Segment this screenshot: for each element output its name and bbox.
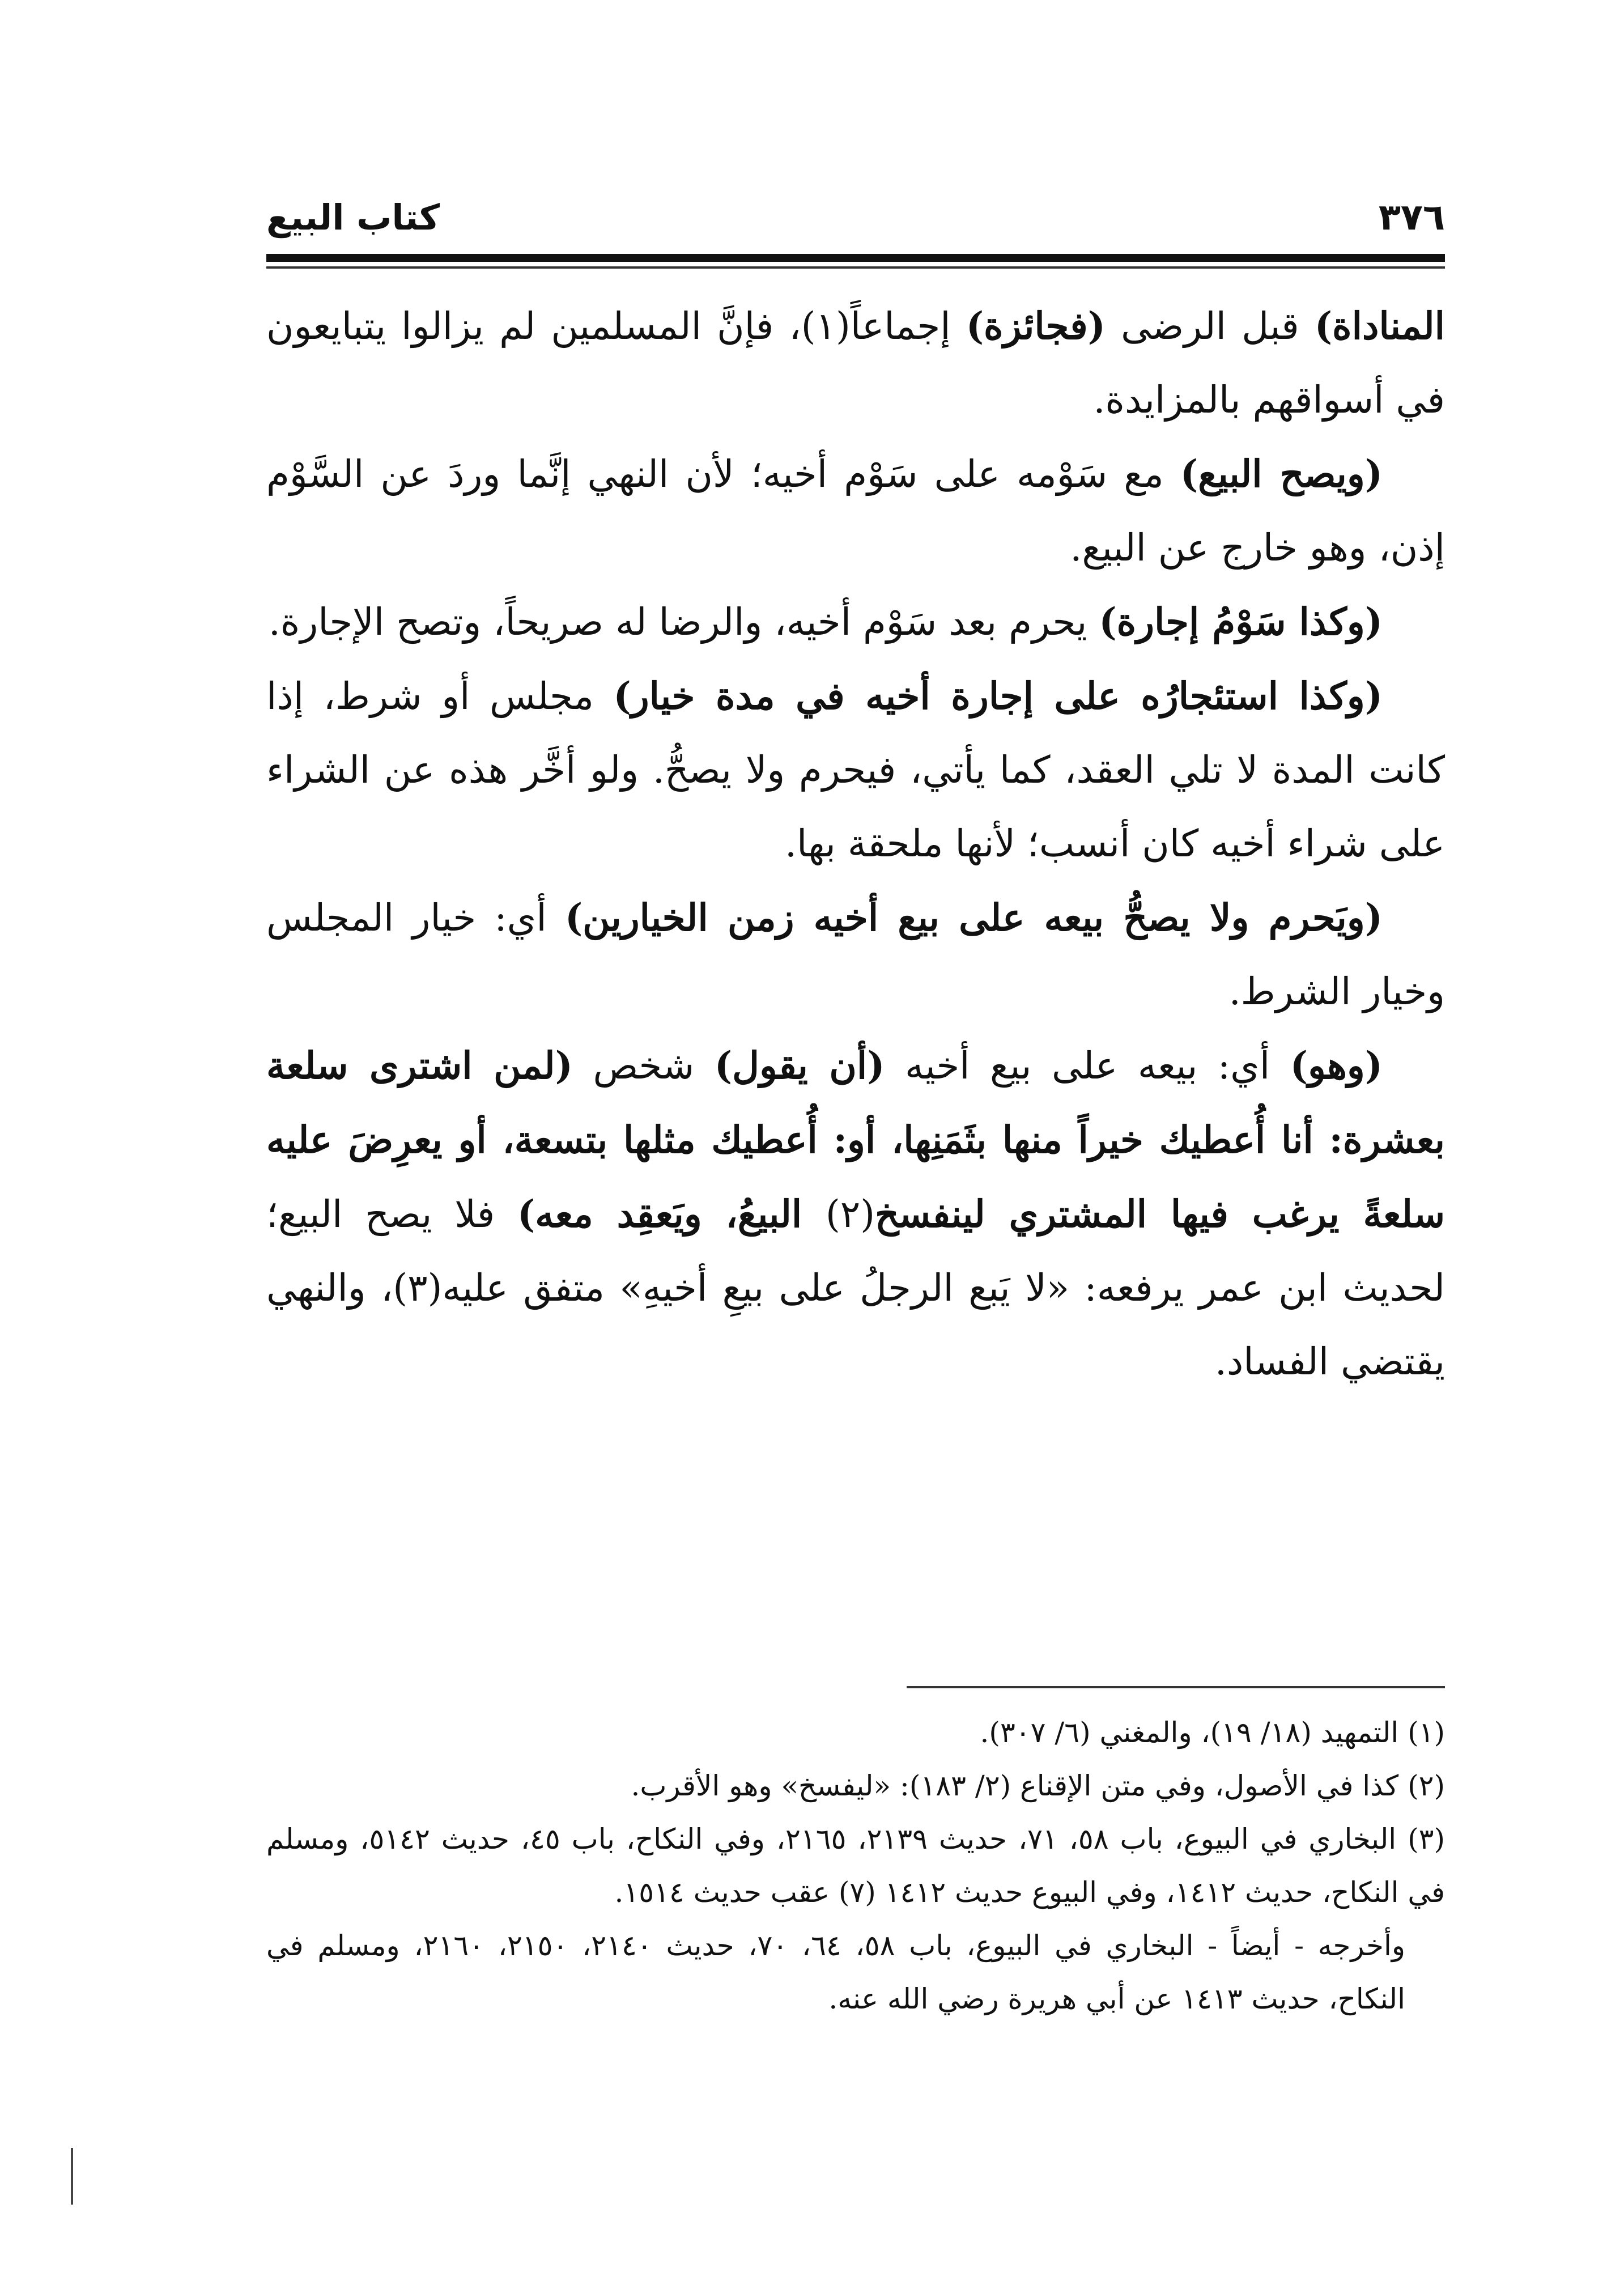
bold-term: (فجائزة): [966, 304, 1106, 348]
footnote-3-continued: وأخرجه - أيضاً - البخاري في البيوع، باب ٥٨، ٦٤، ٧٠، حديث ٢١٤٠، ٢١٥٠، ٢١٦٠، ومسلم في النكاح، حديث ١٤١٣ عن أبي هريرة رضي الله عنه.: [266, 1929, 1405, 2015]
paragraph-4: [266, 659, 1445, 881]
bold-term: (لمن اشترى سلعة بعشرة: أنا أُعطيك خيراً منها بثَمَنِها، أو: أُعطيك مثلها بتسعة، أو يعرِضَ عليه سلعةً يرغب فيها المشتري لينفسخ: [266, 1043, 1445, 1236]
bold-term: (وكذا استئجارُه على إجارة أخيه في مدة خيار): [613, 674, 1383, 718]
paragraph-3: [266, 585, 1445, 659]
paragraph-5: [266, 881, 1445, 1029]
text-run: قبل الرضى: [1105, 304, 1315, 348]
page-header: [266, 187, 1445, 249]
text-run: يحرم بعد سَوْم أخيه، والرضا له صريحاً، وتصح الإجارة.: [268, 600, 1099, 644]
header-rule-thick: [266, 254, 1445, 262]
footnote-3: (٣) البخاري في البيوع، باب ٥٨، ٧١، حديث ٢١٣٩، ٢١٦٥، وفي النكاح، باب ٤٥، حديث ٥١٤٢، ومسلم في النكاح، حديث ١٤١٢، وفي البيوع حديث ١٤١٢ (٧) عقب حديث ١٥١٤.: [266, 1823, 1446, 1909]
text-run: إجماعاً: [850, 304, 966, 348]
paragraph-2: [266, 437, 1445, 585]
main-text: [266, 289, 1445, 1399]
footnote-1: (١) التمهيد (١٨/ ١٩)، والمغني (٦/ ٣٠٧).: [980, 1716, 1445, 1749]
page-number: ٣٧٦: [1378, 197, 1445, 239]
bold-term: (أن يقول): [714, 1043, 885, 1088]
bold-term: المناداة): [1314, 304, 1445, 348]
footnote-2: (٢) كذا في الأصول، وفي متن الإقناع (٢/ ١٨٣): «ليفسخ» وهو الأقرب.: [631, 1769, 1445, 1802]
text-run: مجلس أو شرط، إذا كانت المدة لا تلي العقد، كما يأتي، فيحرم ولا يصحُّ. ولو أخَّر هذه عن الشراء على شراء أخيه كان أنسب؛ لأنها ملحقة بها.: [266, 674, 1445, 865]
footnote-ref: (٢): [826, 1192, 875, 1236]
bold-term: (ويصح البيع): [1180, 452, 1383, 496]
text-run: مع سَوْمه على سَوْم أخيه؛ لأن النهي إنَّما وردَ عن السَّوْم إذن، وهو خارج عن البيع.: [266, 452, 1445, 570]
header-rule-thin: [266, 266, 1445, 269]
bold-term: (ويَحرم ولا يصحُّ بيعه على بيع أخيه زمن الخيارين): [564, 895, 1383, 940]
footnote-separator: [907, 1686, 1445, 1688]
footnotes: [266, 1706, 1445, 2026]
text-run: أي: بيعه على بيع أخيه: [885, 1044, 1290, 1088]
margin-mark: [71, 2148, 73, 2205]
footnote-ref: (٣): [393, 1266, 443, 1310]
running-title: كتاب البيع: [266, 197, 440, 238]
paragraph-1: [266, 289, 1445, 437]
text-run: شخص: [572, 1044, 715, 1088]
text-run: أي: خيار المجلس وخيار الشرط.: [266, 896, 1445, 1013]
text-run: ، فإنَّ المسلمين لم يزالوا يتبايعون في أسواقهم بالمزايدة.: [266, 304, 1445, 422]
text-run: فلا يصح البيع؛ لحديث ابن عمر يرفعه: «لا يَبع الرجلُ على بيعِ أخيهِ» متفق عليه: [266, 1192, 1446, 1310]
bold-term: البيعُ، ويَعقِد معه): [517, 1192, 826, 1236]
bold-term: (وكذا سَوْمُ إجارة): [1099, 600, 1383, 644]
text-run: ، والنهي يقتضي الفساد.: [266, 1266, 1445, 1383]
paragraph-6: [266, 1029, 1445, 1399]
footnote-ref: (١): [801, 304, 851, 348]
bold-term: (وهو): [1290, 1043, 1383, 1088]
